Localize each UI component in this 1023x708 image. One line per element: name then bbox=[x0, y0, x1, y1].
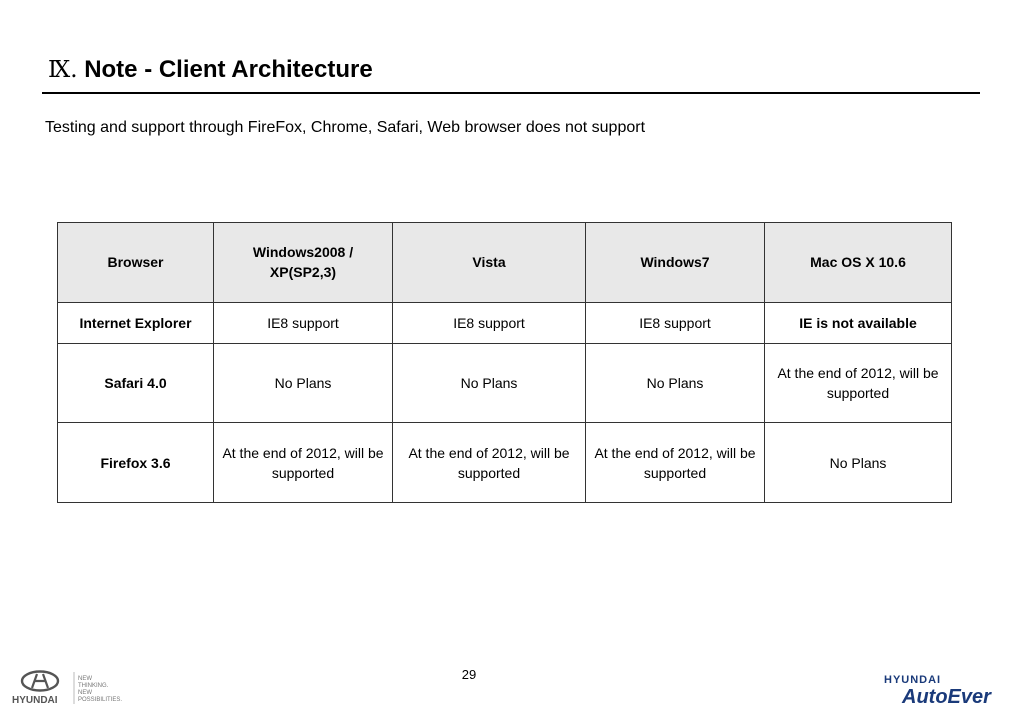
subtitle: Testing and support through FireFox, Chrome, Safari, Web browser does not support bbox=[45, 119, 646, 136]
tagline-line: THINKING. bbox=[78, 683, 109, 689]
table-row bbox=[58, 302, 952, 343]
table-cell: IE8 support bbox=[393, 302, 586, 343]
section-number: Ⅸ. bbox=[48, 57, 78, 83]
title-divider bbox=[42, 92, 980, 94]
row-header: Safari 4.0 bbox=[58, 343, 214, 423]
table-cell: No Plans bbox=[586, 343, 765, 423]
hyundai-emblem-icon bbox=[22, 672, 58, 691]
table-cell: No Plans bbox=[393, 343, 586, 423]
column-header: Windows7 bbox=[586, 223, 765, 303]
table-row bbox=[58, 343, 952, 423]
table-cell: IE8 support bbox=[214, 302, 393, 343]
table-cell: At the end of 2012, will be supported bbox=[586, 423, 765, 503]
column-header: Mac OS X 10.6 bbox=[765, 223, 952, 303]
column-header: Vista bbox=[393, 223, 586, 303]
title-text: Note - Client Architecture bbox=[84, 56, 373, 83]
hyundai-wordmark: HYUNDAI bbox=[12, 695, 58, 706]
tagline-line: POSSIBILITIES. bbox=[78, 697, 123, 703]
table-cell: No Plans bbox=[214, 343, 393, 423]
tagline-line: NEW bbox=[78, 676, 92, 682]
tagline-line: NEW bbox=[78, 690, 92, 696]
hyundai-autoever-logo bbox=[878, 671, 1018, 707]
column-header: Browser bbox=[58, 223, 214, 303]
table-cell: IE is not available bbox=[765, 302, 952, 343]
table-cell: No Plans bbox=[765, 423, 952, 503]
table-cell: At the end of 2012, will be supported bbox=[214, 423, 393, 503]
slide-title bbox=[48, 56, 373, 84]
table-header-row bbox=[58, 223, 952, 303]
hyundai-wordmark: HYUNDAI bbox=[884, 674, 942, 686]
table-row bbox=[58, 423, 952, 503]
autoever-wordmark: AutoEver bbox=[902, 686, 991, 707]
table-cell: At the end of 2012, will be supported bbox=[393, 423, 586, 503]
row-header: Internet Explorer bbox=[58, 302, 214, 343]
browser-support-table bbox=[57, 222, 952, 503]
row-header: Firefox 3.6 bbox=[58, 423, 214, 503]
table-cell: IE8 support bbox=[586, 302, 765, 343]
hyundai-logo bbox=[12, 668, 137, 706]
page-number: 29 bbox=[461, 667, 477, 682]
table-cell: At the end of 2012, will be supported bbox=[765, 343, 952, 423]
column-header: Windows2008 / XP(SP2,3) bbox=[214, 223, 393, 303]
